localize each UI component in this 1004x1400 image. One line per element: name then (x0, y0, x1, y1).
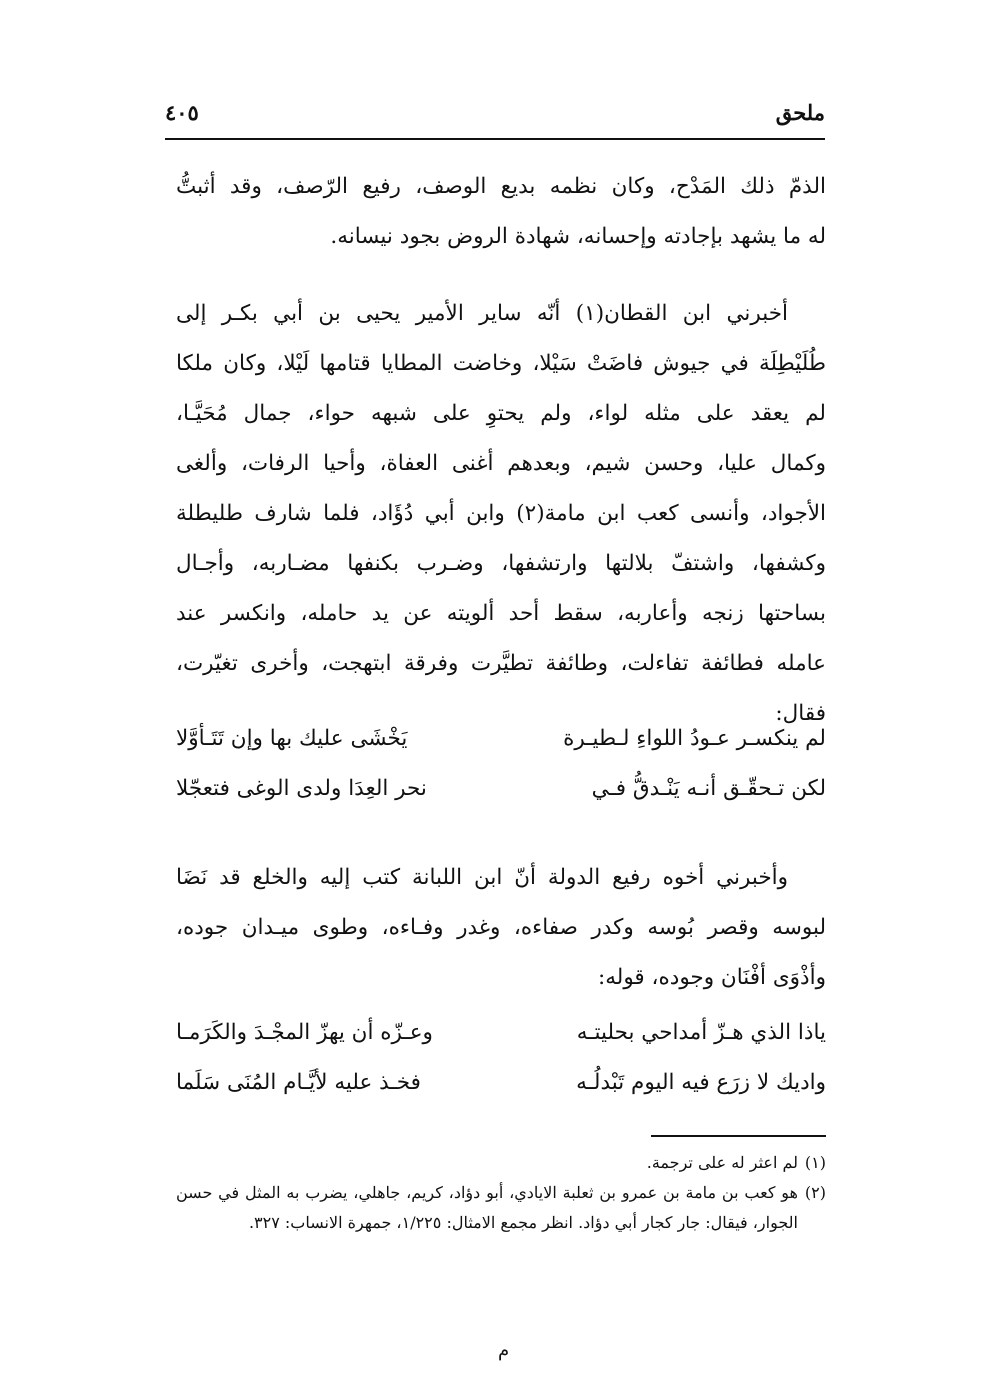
page-number: ٤٠٥ (165, 100, 199, 125)
text-line: لم يعقد على مثله لواء، ولم يحتوِ على شبهه حواء، جمال مُحَيَّـا، (176, 401, 826, 426)
running-title: ملحق (775, 100, 825, 125)
text-line: وكشفها، واشتفّ بلالتها وارتشفها، وضـرب بكنفها مضـاربه، وأجـال (176, 551, 826, 576)
text-line: أخبرني ابن القطان(١) أنّه ساير الأمير يحيى بن أبي بكـر إلى (176, 301, 788, 326)
verse-line (176, 718, 826, 768)
paragraph-2 (176, 289, 826, 739)
verse-line (176, 1012, 826, 1062)
text-line: عامله فطائفة تفاءلت، وطائفة تطيَّرت وفرقة ابتهجت، وأخرى تغيّرت، (176, 651, 826, 676)
paragraph-3 (176, 853, 826, 1003)
text-line: لبوسه وقصر بُوسه وكدر صفاءه، وغدر وفـاءه، وطوى ميـدان جوده، (176, 915, 826, 940)
footnotes (176, 1148, 826, 1238)
text-line: وأذْوَى أفْنَان وجوده، قوله: (598, 965, 826, 990)
paragraph-1 (176, 162, 826, 262)
footnote (176, 1178, 826, 1238)
footnote-text: هو كعب بن مامة بن عمرو بن ثعلبة الايادي، أبو دؤاد، كريم، جاهلي، يضرب به المثل في حسن الجوار، فيقال: جار كجار أبي دؤاد. انظر مجمع الامثال: ١/٢٢٥، جمهرة الانساب: ٣٢٧. (176, 1183, 798, 1232)
text-line: الذمّ ذلك المَدْح، وكان نظمه بديع الوصف، رفيع الرّصف، وقد أثبتُّ (176, 174, 826, 199)
text-line: الأجواد، وأنسى كعب ابن مامة(٢) وابن أبي دُؤَاد، فلما شارف طليطلة (176, 501, 827, 526)
footnote-text: لم اعثر له على ترجمة. (646, 1153, 798, 1172)
header-rule (165, 138, 825, 140)
verse-line (176, 1062, 826, 1112)
text-line: بساحتها زنجه وأعاربه، سقط أحد ألويته عن يد حامله، وانكسر عند (176, 601, 826, 626)
verse-second-hemistich: فخـذ عليه لأيَّـام المُنَى سَلَما (176, 1070, 421, 1095)
verse-second-hemistich: نحر العِدَا ولدى الوغى فتعجّلا (176, 776, 427, 801)
page-header (165, 96, 825, 130)
footnote-number: (٢) (804, 1183, 826, 1202)
verse-second-hemistich: وعـزّه أن يهزّ المجْـدَ والكَرَمـا (176, 1020, 433, 1045)
text-line: فقال: (775, 701, 826, 726)
text-line: له ما يشهد بإجادته وإحسانه، شهادة الروض بجود نيسانه. (330, 224, 826, 249)
verse-first-hemistich: لكن تـحقّـق أنـه يَنْـدقُّ فـي (591, 776, 826, 801)
verse-second-hemistich: يَخْشَى عليك بها وإن تَتَـأوَّلا (176, 726, 408, 751)
verse-first-hemistich: ياذا الذي هـزّ أمداحي بحليتـه (576, 1020, 826, 1045)
text-line: طُلَيْطِلَة في جيوش فاضَتْ سَيْلا، وخاضت المطايا قتامها لَيْلا، وكان ملكا (176, 351, 826, 376)
verse-line (176, 768, 826, 818)
footnote (176, 1148, 826, 1178)
footnote-separator (651, 1135, 826, 1137)
text-line: وكمال عليا، وحسن شيم، وبعدهم أغنى العفاة، وأحيا الرفات، وألغى (176, 451, 826, 476)
signature-mark: م (498, 1340, 510, 1361)
verse-first-hemistich: واديك لا زرَع فيه اليوم تَبْدلُـه (576, 1070, 826, 1095)
text-line: وأخبرني أخوه رفيع الدولة أنّ ابن اللبانة كتب إليه والخلع قد نَضَا (176, 865, 788, 890)
footnote-number: (١) (804, 1153, 826, 1172)
verse-first-hemistich: لم ينكسـر عـودُ اللواءِ لـطيـرة (563, 726, 826, 751)
